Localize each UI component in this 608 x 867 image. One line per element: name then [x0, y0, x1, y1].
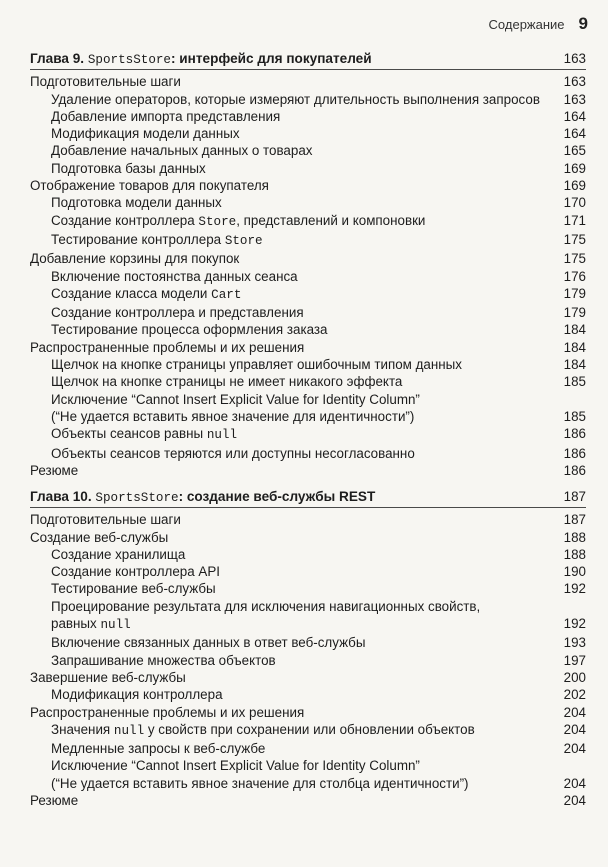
toc-entry	[30, 285, 586, 304]
toc-entry	[30, 231, 586, 250]
running-header-title: Содержание	[488, 17, 565, 32]
toc-entry-title: Включение постоянства данных сеанса	[51, 268, 298, 284]
chapter-page: 187	[563, 489, 586, 504]
toc-entry-title: Тестирование контроллера Store	[51, 231, 263, 248]
toc-entry-title: Добавление импорта представления	[51, 108, 281, 124]
toc-entry-page: 204	[563, 793, 586, 809]
toc-entry-title: Объекты сеансов теряются или доступны несогласованно	[51, 445, 415, 461]
toc-entry-page: 204	[563, 721, 586, 737]
toc-entry	[30, 373, 586, 390]
toc-entry-page: 204	[563, 741, 586, 757]
toc-entry	[30, 108, 586, 125]
toc-entry-page: 186	[563, 462, 586, 478]
toc-entry-page: 164	[563, 126, 586, 142]
toc-entry-title: Щелчок на кнопке страницы управляет ошибочным типом данных	[51, 357, 462, 373]
toc-entry-page: 184	[563, 357, 586, 373]
toc-entry-title: Тестирование процесса оформления заказа	[51, 322, 328, 338]
toc-entry-title: Отображение товаров для покупателя	[30, 178, 269, 194]
toc-entry	[30, 529, 586, 546]
toc-entry-page: 163	[563, 74, 586, 90]
toc-entry-title: (“Не удается вставить явное значение для идентичности”)	[51, 408, 415, 424]
toc-entry-title: Создание хранилища	[51, 546, 186, 562]
toc-entry-title: Создание контроллера Store, представлений и компоновки	[51, 212, 426, 229]
toc-entry	[30, 356, 586, 373]
toc-entry-page: 175	[563, 251, 586, 267]
toc-entry-page: 202	[563, 687, 586, 703]
toc-entry	[30, 634, 586, 651]
toc-entry-title: Тестирование веб-службы	[51, 581, 216, 597]
toc-entry	[30, 212, 586, 231]
toc-entry	[30, 462, 586, 479]
toc-entry-page: 193	[563, 635, 586, 651]
toc-entry	[30, 160, 586, 177]
toc-entry-title: Подготовка модели данных	[51, 195, 222, 211]
toc-entry	[30, 792, 586, 809]
toc-entry-page: 169	[563, 160, 586, 176]
toc-entry	[30, 511, 586, 528]
toc-entry-title: Подготовительные шаги	[30, 74, 181, 90]
toc-entry	[30, 598, 586, 615]
toc-entry-title: Создание веб-службы	[30, 529, 169, 545]
toc-entry	[30, 425, 586, 444]
toc-entry-title: Распространенные проблемы и их решения	[30, 704, 305, 720]
toc-entry-title: Добавление корзины для покупок	[30, 251, 240, 267]
toc-entry-title: Исключение “Cannot Insert Explicit Value for Identity Column”	[51, 758, 420, 774]
toc-entry	[30, 757, 586, 774]
toc-entry-title: Модификация модели данных	[51, 126, 240, 142]
toc-entry-title: Создание контроллера и представления	[51, 305, 304, 321]
toc-entry-title: Запрашивание множества объектов	[51, 652, 276, 668]
toc-entry-title: Создание класса модели Cart	[51, 285, 242, 302]
toc-entry	[30, 91, 586, 108]
toc-entry-page: 185	[563, 374, 586, 390]
chapter-heading	[30, 50, 586, 70]
toc-entry-page: 179	[563, 285, 586, 301]
toc-entry-page: 188	[563, 546, 586, 562]
toc-entry-page: 164	[563, 108, 586, 124]
toc-entry	[30, 73, 586, 90]
toc-entry	[30, 775, 586, 792]
toc-entry-title: Медленные запросы к веб-службе	[51, 741, 266, 757]
toc-entry-title: равных null	[51, 616, 131, 633]
toc-entry	[30, 194, 586, 211]
toc-entry	[30, 408, 586, 425]
toc-entry-title: Проецирование результата для исключения навигационных свойств,	[51, 598, 481, 614]
toc-entry-title: Включение связанных данных в ответ веб-службы	[51, 635, 366, 651]
toc-entry	[30, 391, 586, 408]
toc-entry-page: 176	[563, 268, 586, 284]
toc-entry-title: Подготовительные шаги	[30, 512, 181, 528]
toc-chapter-10	[30, 488, 586, 809]
toc-entry-page: 204	[563, 775, 586, 791]
toc-entry-page: 188	[563, 529, 586, 545]
toc-entry-title: (“Не удается вставить явное значение для столбца идентичности”)	[51, 775, 469, 791]
toc-entry	[30, 580, 586, 597]
toc-entry-page: 204	[563, 704, 586, 720]
toc-entry-page: 186	[563, 445, 586, 461]
toc-entry-page: 200	[563, 669, 586, 685]
chapter-title: Глава 10. SportsStore: создание веб-службы REST	[30, 489, 376, 505]
toc-entry-page: 197	[563, 652, 586, 668]
toc-entry-page: 190	[563, 564, 586, 580]
toc-entry	[30, 142, 586, 159]
toc-entry	[30, 546, 586, 563]
toc-entry-page: 184	[563, 322, 586, 338]
toc-entry-title: Подготовка базы данных	[51, 160, 206, 176]
toc-entry-title: Щелчок на кнопке страницы не имеет никакого эффекта	[51, 374, 403, 390]
toc-entry-page: 185	[563, 408, 586, 424]
toc-entry	[30, 177, 586, 194]
toc-entry-page: 192	[563, 616, 586, 632]
toc-chapter-9	[30, 50, 586, 479]
toc-entry	[30, 304, 586, 321]
running-header	[489, 14, 588, 34]
chapter-heading	[30, 488, 586, 508]
toc-entry-title: Объекты сеансов равны null	[51, 426, 238, 443]
toc-entry-page: 165	[563, 143, 586, 159]
toc-entry-page: 171	[563, 212, 586, 228]
toc-entry-page: 187	[563, 512, 586, 528]
toc-entry	[30, 615, 586, 634]
toc-entry-title: Добавление начальных данных о товарах	[51, 143, 313, 159]
toc-entry-page: 192	[563, 581, 586, 597]
toc-entry-title: Значения null у свойств при сохранении или обновлении объектов	[51, 721, 475, 738]
toc-entry-page: 170	[563, 195, 586, 211]
toc-entry	[30, 445, 586, 462]
toc-entry-page: 169	[563, 178, 586, 194]
toc-entry	[30, 250, 586, 267]
toc-entry	[30, 686, 586, 703]
toc-entry	[30, 268, 586, 285]
chapter-page: 163	[563, 51, 586, 66]
toc-entry-title: Резюме	[30, 793, 79, 809]
toc-entry	[30, 125, 586, 142]
toc-entry	[30, 669, 586, 686]
toc-entry-title: Удаление операторов, которые измеряют длительность выполнения запросов	[51, 91, 540, 107]
toc-entry	[30, 721, 586, 740]
toc-entry-title: Создание контроллера API	[51, 564, 220, 580]
toc-entry-title: Исключение “Cannot Insert Explicit Value for Identity Column”	[51, 391, 420, 407]
toc-entry-page: 175	[563, 231, 586, 247]
toc-entry	[30, 339, 586, 356]
toc-entry-page: 184	[563, 339, 586, 355]
toc-entry	[30, 321, 586, 338]
toc-entry-title: Резюме	[30, 462, 79, 478]
chapter-title: Глава 9. SportsStore: интерфейс для покупателей	[30, 51, 372, 67]
page-number: 9	[578, 14, 588, 33]
toc-entry-title: Завершение веб-службы	[30, 669, 186, 685]
toc-entry-title: Распространенные проблемы и их решения	[30, 339, 305, 355]
toc-entry	[30, 740, 586, 757]
toc-entry-title: Модификация контроллера	[51, 687, 223, 703]
toc-entry-page: 179	[563, 305, 586, 321]
toc-entry	[30, 704, 586, 721]
toc-entry-page: 163	[563, 91, 586, 107]
toc-entry	[30, 563, 586, 580]
toc-entry	[30, 652, 586, 669]
toc-entry-page: 186	[563, 426, 586, 442]
